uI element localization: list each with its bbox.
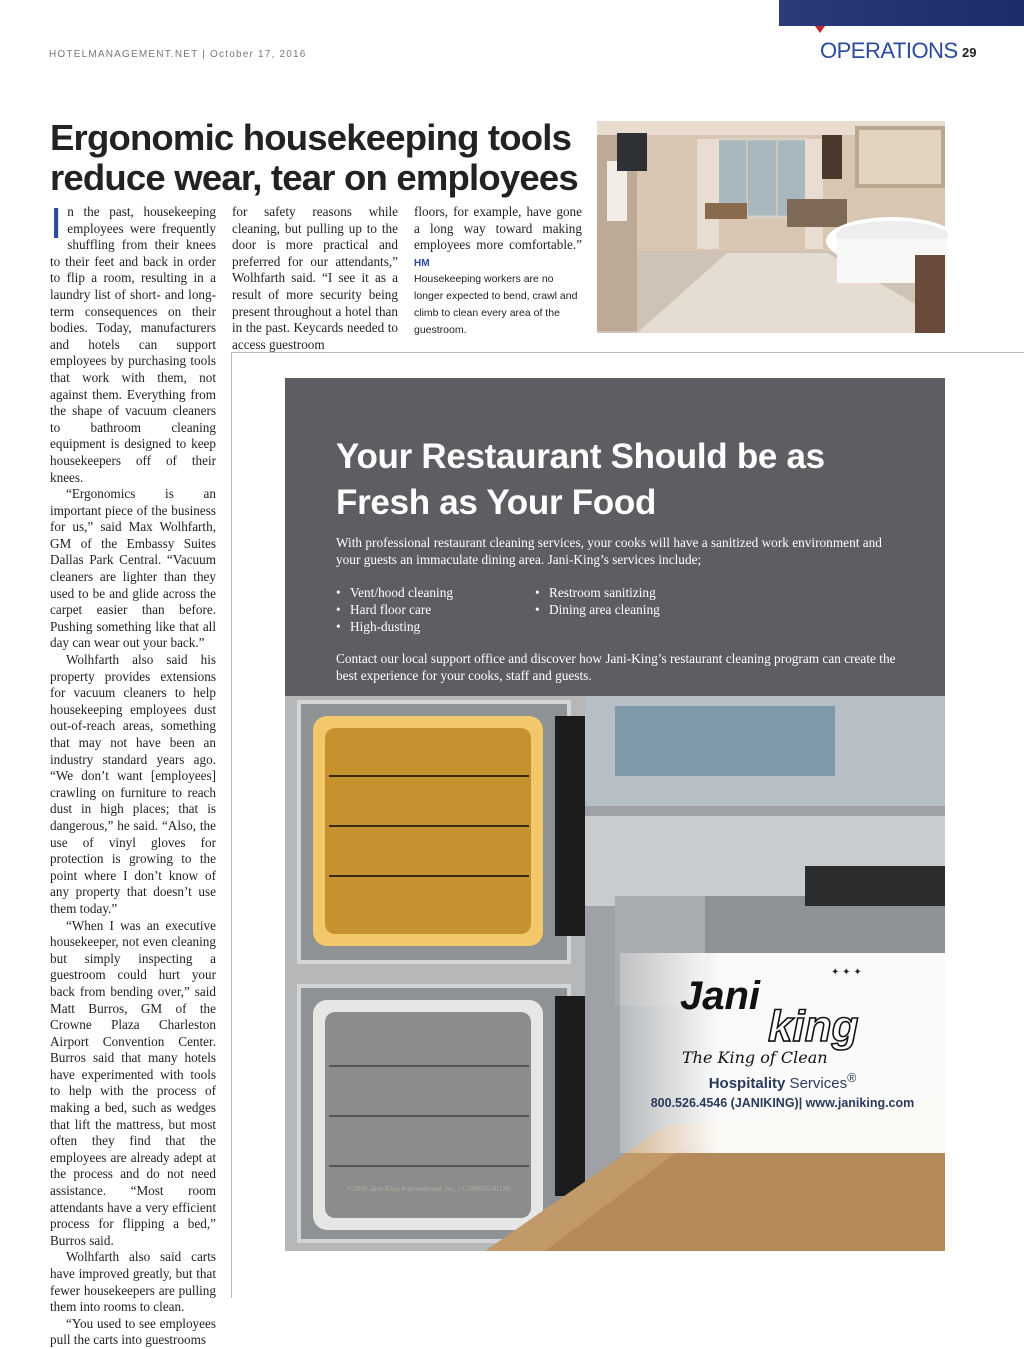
photo-caption: Housekeeping workers are no longer expected to bend, crawl and climb to clean every area of the guestroom.: [414, 273, 578, 336]
logo-word-jani: Jani: [680, 974, 761, 1018]
paragraph: Wolhfarth also said his property provides extensions for vacuum cleaners to help housekeeping employees dust out-of-reach areas, something that may not have been an industry standard years ago. “We don’t want [employees] crawling on furniture to reach dust in high places; that is dangerous,” he said. “Also, the use of vinyl gloves for protection is growing to the point where I don’t know of any property that doesn’t use them today.”: [50, 652, 216, 916]
ad-divider: [231, 352, 1024, 353]
ad-headline-line-1: Your Restaurant Should be as: [336, 437, 825, 476]
folio-line: HOTELMANAGEMENT.NET | October 17, 2016: [49, 49, 307, 60]
drop-cap: I: [50, 199, 63, 248]
service-item: • Restroom sanitizing: [535, 584, 660, 601]
hospitality-services-label: Hospitality Services®: [708, 1071, 857, 1092]
service-item: • Hard floor care: [336, 601, 453, 618]
paragraph: [414, 204, 582, 272]
hospitality-bold: Hospitality: [708, 1075, 786, 1092]
paragraph: Wolhfarth also said carts have improved greatly, but that fewer housekeepers are pulling them into rooms to clean.: [50, 1249, 216, 1315]
svg-text:✦ ✦ ✦: ✦ ✦ ✦: [831, 967, 862, 978]
ad-headline: [336, 434, 896, 526]
jani-king-logo-panel: [620, 953, 945, 1153]
paragraph: “You used to see employees pull the carts into guestrooms: [50, 1315, 216, 1348]
ad-body: With professional restaurant cleaning services, your cooks will have a sanitized work environment and your guests an immaculate dining area. Jani-King’s services include;: [336, 535, 882, 567]
section-title: OPERATIONS: [820, 38, 958, 63]
paragraph-text: n the past, housekeeping employees were frequently shuffling from their knees to their feet and back in order to flip a room, resulting in a laundry list of short- and long-term consequences on their bodies. Today, manufacturers and hotels can support employees by purchasing tools that work with them, not against them. Everything from the shape of vacuum cleaners to bathroom cleaning equipment is designed to keep housekeepers off of their knees.: [50, 204, 216, 485]
paragraph-text: floors, for example, have gone a long way toward making employees more comfortable.”: [414, 204, 582, 253]
article-column-2: [232, 204, 398, 353]
page-number: 29: [962, 45, 977, 60]
column-divider: [231, 352, 232, 1298]
signoff-mark: HM: [414, 257, 430, 269]
contact-phone-web: 800.526.4546 (JANIKING)| www.janiking.com: [650, 1096, 915, 1110]
top-color-bar: [779, 0, 1024, 26]
red-tick-mark: [815, 26, 825, 33]
service-item: • Vent/hood cleaning: [336, 584, 453, 601]
services-list-left: [336, 584, 453, 635]
service-item: • High-dusting: [336, 618, 453, 635]
article-headline: Ergonomic housekeeping tools reduce wear, tear on employees: [50, 117, 578, 198]
article-column-1: [50, 199, 216, 1349]
service-item: • Dining area cleaning: [535, 601, 660, 618]
jani-king-logo: [676, 963, 896, 1073]
logo-word-king: king: [768, 1002, 859, 1051]
guestroom-photo: [597, 121, 945, 333]
paragraph: [50, 199, 216, 486]
ad-contact-text: Contact our local support office and discover how Jani-King’s restaurant cleaning program can create the best experience for your cooks, staff and guests.: [336, 651, 896, 683]
services-text: Services: [785, 1075, 848, 1092]
services-list-right: [535, 584, 660, 618]
ad-copyright: ©2016 Jani-King International, Inc. | C100616-01136: [347, 1184, 511, 1193]
paragraph: “Ergonomics is an important piece of the business for us,” said Max Wolhfarth, GM of the Embassy Suites Dallas Park Central. “Vacuum cleaners are lighter than they used to be and glide across the carpet easier than before. Pushing something like that all day can wear out your back.”: [50, 486, 216, 651]
paragraph: “When I was an executive housekeeper, not even cleaning but simply inspecting a guestroom could hurt your back from bending over,” said Matt Burros, GM of the Crowne Plaza Charleston Airport Convention Center. Burros said that many hotels have experimented with tools to help with the process of making a bed, such as wedges that lift the mattress, but most often they find that the employees are already adept at the process and do not need assistance. “Most room attendants have a very efficient process for flipping a bed,” Burros said.: [50, 917, 216, 1248]
advertisement: [285, 378, 945, 1251]
paragraph: for safety reasons while cleaning, but pulling up to the door is more practical and preferred for our attendants,” Wolhfarth said. “I see it as a result of more security being present throughout a hotel than in the past. Keycards needed to access guestroom: [232, 204, 398, 352]
logo-tagline: The King of Clean: [682, 1048, 828, 1067]
article-column-3: [414, 204, 582, 272]
ad-headline-line-2: Fresh as Your Food: [336, 483, 657, 522]
